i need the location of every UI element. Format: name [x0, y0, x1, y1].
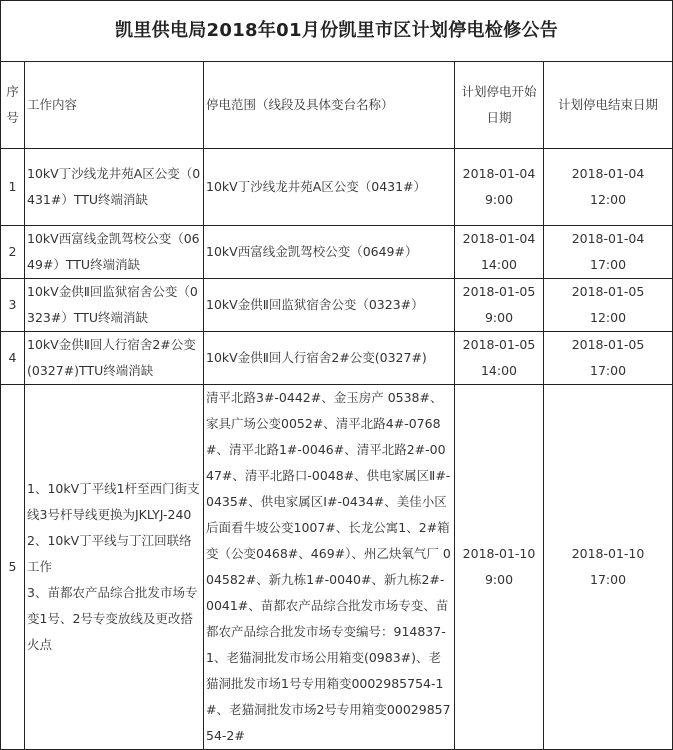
row-range: 10kV丁沙线龙井苑A区公变（0431#） — [204, 149, 455, 226]
row-start — [455, 279, 544, 332]
work-item: 2、10kV丁平线与丁江回联络工作 — [27, 533, 192, 574]
header-no: 序号 — [1, 62, 25, 149]
row-start — [455, 226, 544, 279]
end-time: 12:00 — [590, 192, 627, 207]
title-row — [1, 1, 673, 62]
row-no: 1 — [1, 149, 25, 226]
start-time: 9:00 — [484, 310, 514, 325]
row-work: 10kV西富线金凯驾校公变（0649#）TTU终端消缺 — [25, 226, 204, 279]
row-end — [544, 279, 673, 332]
end-date: 2018-01-05 — [571, 337, 645, 352]
row-no: 3 — [1, 279, 25, 332]
end-date: 2018-01-04 — [571, 166, 645, 181]
end-date: 2018-01-04 — [571, 231, 645, 246]
work-item: 3、苗都农产品综合批发市场专变1号、2号专变放线及更改搭火点 — [27, 585, 198, 652]
start-date: 2018-01-04 — [462, 231, 536, 246]
end-time: 17:00 — [590, 257, 627, 272]
row-work: 10kV丁沙线龙井苑A区公变（0431#）TTU终端消缺 — [25, 149, 204, 226]
end-date: 2018-01-10 — [571, 546, 645, 561]
row-end — [544, 332, 673, 385]
row-range: 10kV金供Ⅱ回人行宿舍2#公变(0327#) — [204, 332, 455, 385]
table-row — [1, 226, 673, 279]
table-row — [1, 149, 673, 226]
row-start — [455, 385, 544, 750]
header-row — [1, 62, 673, 149]
end-time: 12:00 — [590, 310, 627, 325]
start-date: 2018-01-04 — [462, 166, 536, 181]
row-range: 10kV西富线金凯驾校公变（0649#） — [204, 226, 455, 279]
header-end: 计划停电结束日期 — [544, 62, 673, 149]
start-time: 14:00 — [480, 257, 518, 272]
start-time: 9:00 — [484, 572, 514, 587]
row-range: 清平北路3#-0442#、金玉房产 0538#、家具广场公变0052#、清平北路4#-0768#、清平北路1#-0046#、清平北路2#-0047#、清平北路口-0048#、供电家属区Ⅱ#-0435#、供电家属区Ⅰ#-0434#、美佳小区后面看牛坡公变1007#、长龙公寓1、2#箱变（公变0468#、469#）、州乙炔氧气厂 004582#、新九栋1#-0040#、新九栋2#-0041#、苗都农产品综合批发市场专变、苗都农产品综合批发市场专变编号：914837-1、老猫洞批发市场公用箱变(0983#)、老猫洞批发市场1号专用箱变0002985754-1#、老猫洞批发市场2号专用箱变0002985754-2# — [204, 385, 455, 750]
row-end — [544, 385, 673, 750]
start-date: 2018-01-10 — [462, 546, 536, 561]
row-no: 4 — [1, 332, 25, 385]
row-no: 2 — [1, 226, 25, 279]
row-start — [455, 332, 544, 385]
start-time: 9:00 — [484, 192, 514, 207]
row-no: 5 — [1, 385, 25, 750]
table-row — [1, 279, 673, 332]
row-range: 10kV金供Ⅱ回监狱宿舍公变（0323#） — [204, 279, 455, 332]
row-work — [25, 385, 204, 750]
start-date: 2018-01-05 — [462, 284, 536, 299]
end-time: 17:00 — [590, 363, 627, 378]
start-date: 2018-01-05 — [462, 337, 536, 352]
table-row — [1, 332, 673, 385]
row-work: 10kV金供Ⅱ回监狱宿舍公变（0323#）TTU终端消缺 — [25, 279, 204, 332]
header-range: 停电范围（线段及具体变台名称） — [204, 62, 455, 149]
header-start: 计划停电开始日期 — [455, 62, 544, 149]
row-end — [544, 149, 673, 226]
end-date: 2018-01-05 — [571, 284, 645, 299]
start-time: 14:00 — [480, 363, 518, 378]
work-item: 1、10kV丁平线1杆至西门街支线3号杆导线更换为JKLYJ-240 — [27, 481, 200, 522]
row-work: 10kV金供Ⅱ回人行宿舍2#公变(0327#)TTU终端消缺 — [25, 332, 204, 385]
row-start — [455, 149, 544, 226]
row-end — [544, 226, 673, 279]
table-row — [1, 385, 673, 750]
header-work: 工作内容 — [25, 62, 204, 149]
end-time: 17:00 — [590, 572, 627, 587]
notice-title: 凯里供电局2018年01月份凯里市区计划停电检修公告 — [1, 1, 673, 62]
